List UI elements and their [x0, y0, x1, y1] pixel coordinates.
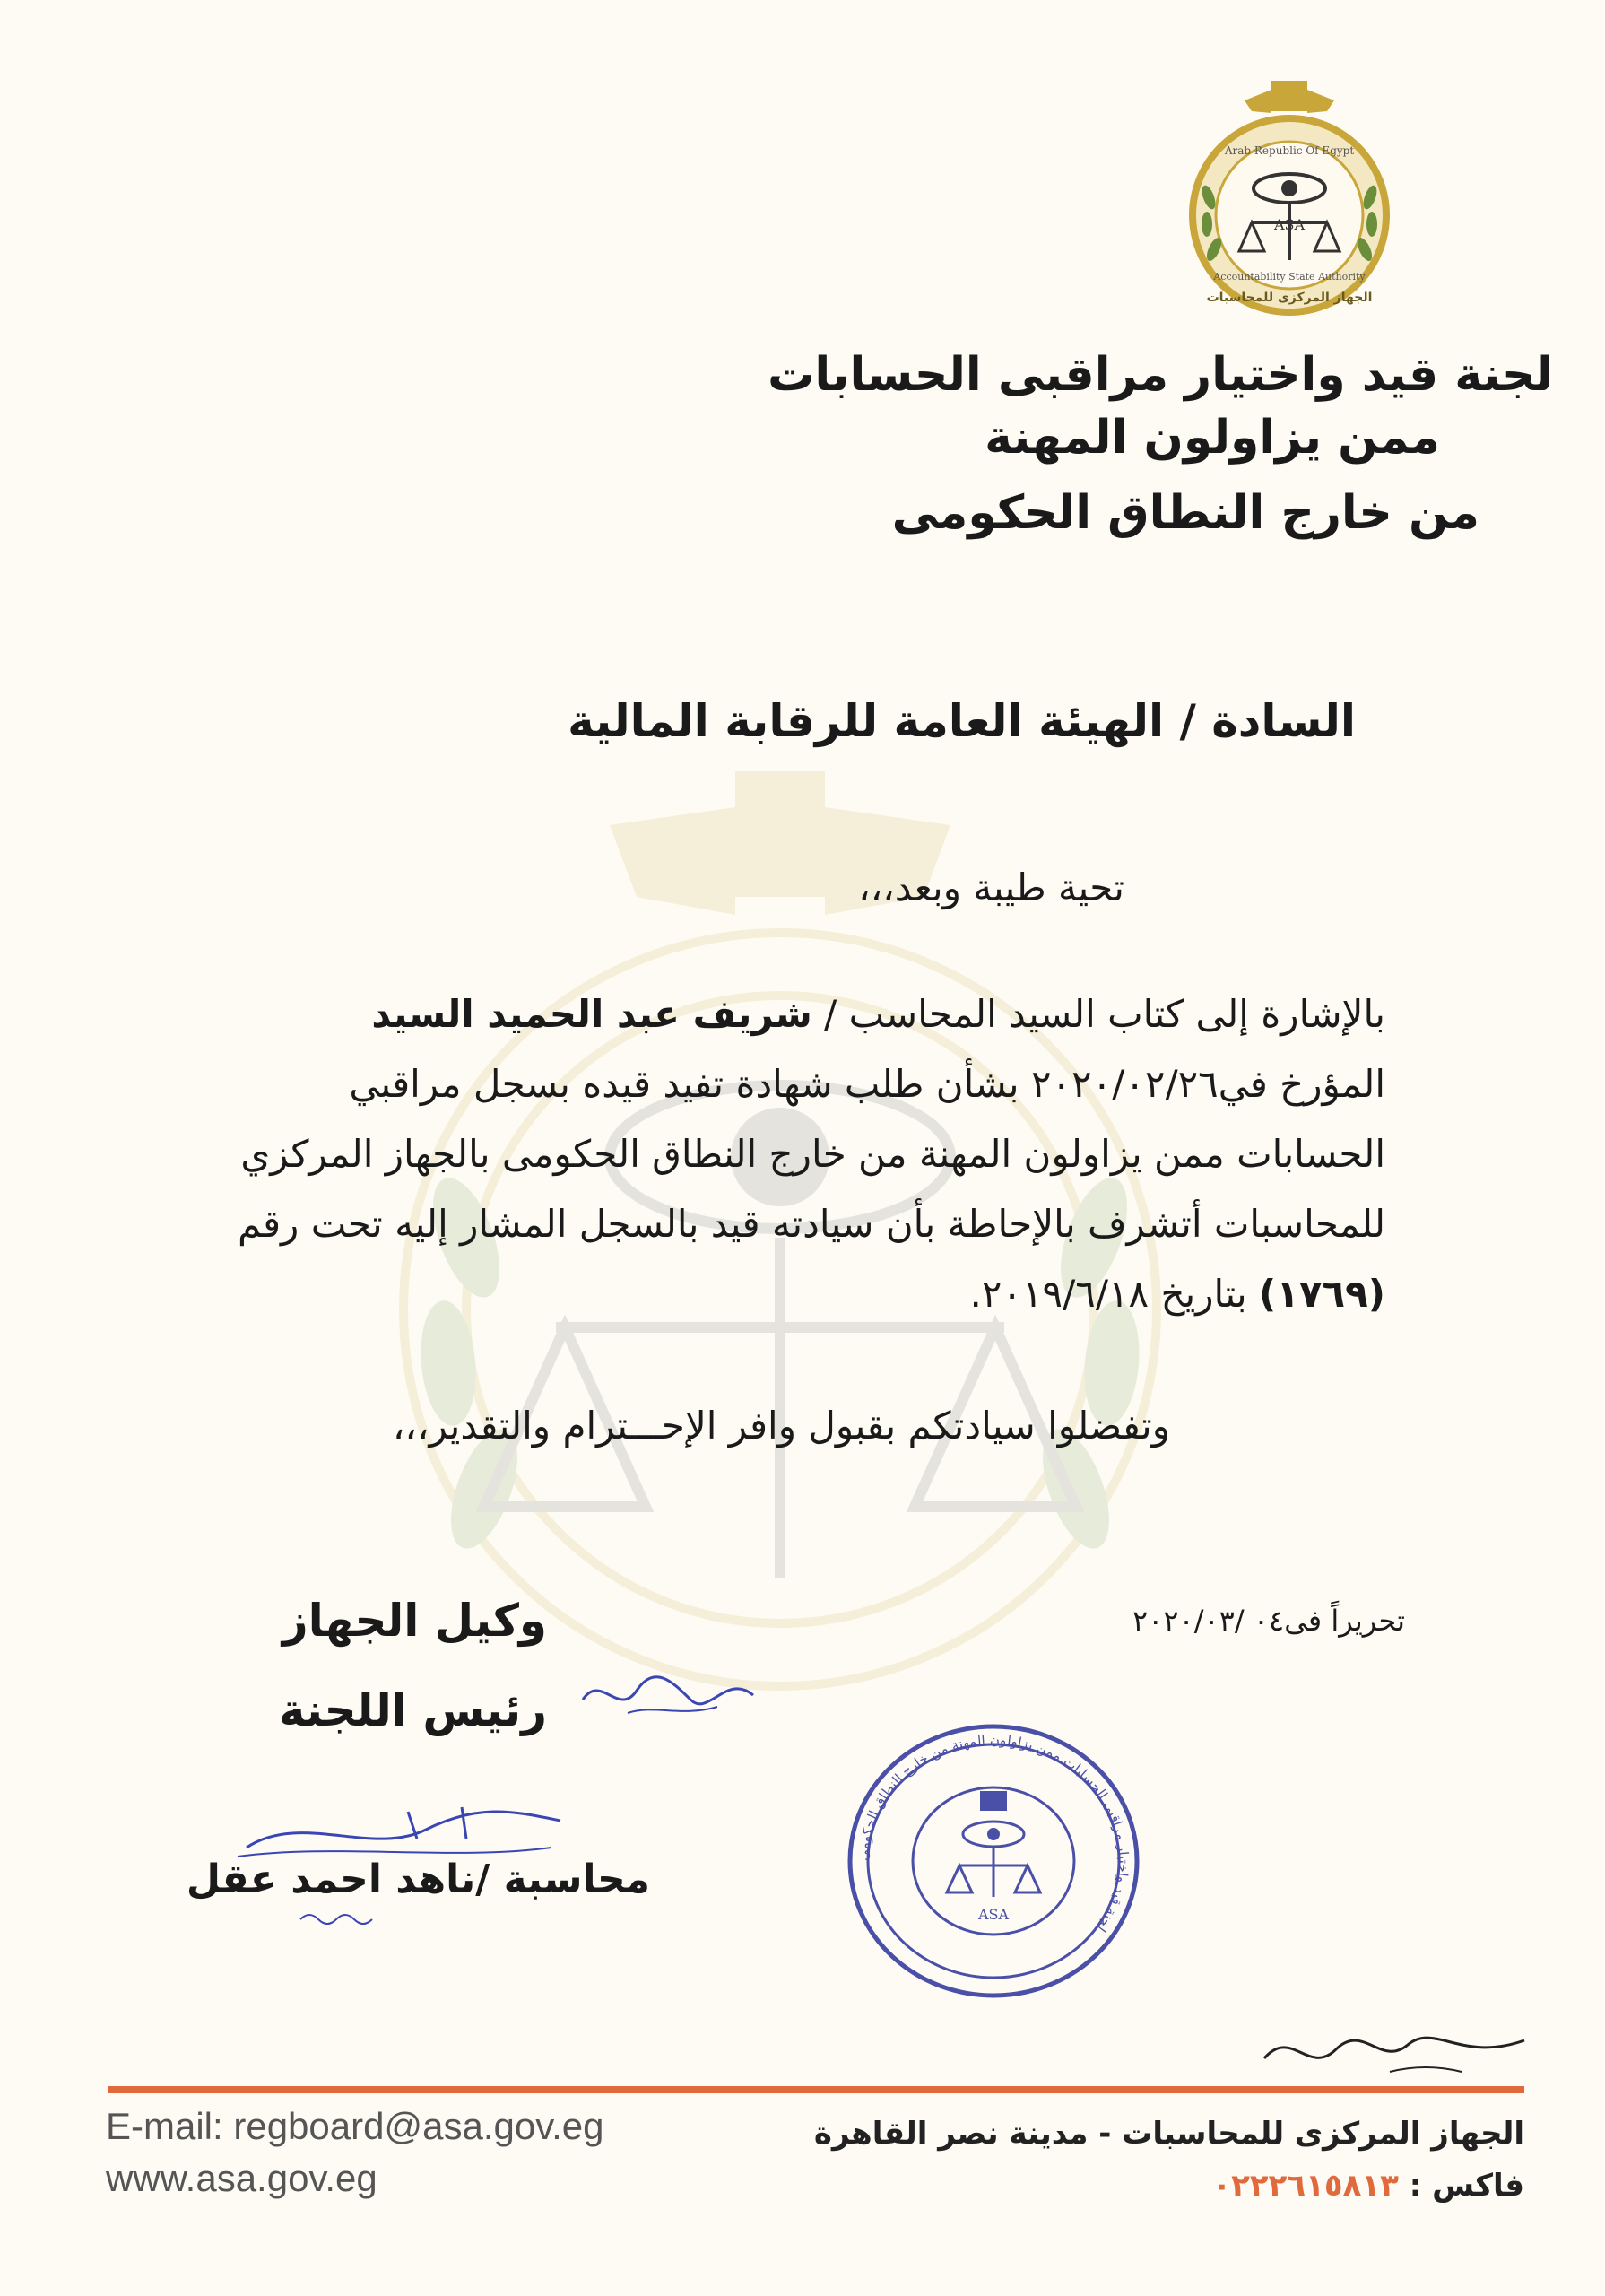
footer-org: الجهاز المركزى للمحاسبات - مدينة نصر القاهرة [813, 2116, 1524, 2152]
letter-body [139, 979, 1385, 1329]
body-line-1 [139, 979, 1385, 1049]
body-line-2: المؤرخ في٢٠٢٠/٠٢/٢٦ بشأن طلب شهادة تفيد قيده بسجل مراقبي [349, 1062, 1385, 1106]
stamp-center-text: ASA [977, 1906, 1010, 1923]
body-line-5 [139, 1259, 1385, 1329]
body-line-1-prefix: بالإشارة إلى كتاب السيد المحاسب / [811, 992, 1385, 1036]
signature-chair [574, 1664, 762, 1726]
committee-title-line3: من خارج النطاق الحكومى [891, 486, 1479, 540]
stamp-ring-text: لجنة قيد واختيار مراقبى الحسابات ممن يزاولون المهنة من خارج النطاق الحكومى [855, 1731, 1132, 1935]
signature-accountant [229, 1794, 578, 1866]
footer-contact [106, 2100, 733, 2205]
footer-fax-number: ٠٢٢٢٦١٥٨١٣ [1212, 2168, 1399, 2204]
committee-title-line2: ممن يزاولون المهنة [985, 411, 1440, 465]
committee-stamp [841, 1718, 1146, 2005]
closing-line: وتفضلوا سيادتكم بقبول وافر الإحـــترام والتقدير،،، [392, 1404, 1170, 1448]
asa-logo [1182, 81, 1397, 323]
body-line-3: الحسابات ممن يزاولون المهنة من خارج النطاق الحكومى بالجهاز المركزي [240, 1132, 1385, 1176]
registration-date: بتاريخ ٢٠١٩/٦/١٨. [969, 1272, 1260, 1316]
signatory-title-chair: رئيس اللجنة [278, 1684, 547, 1736]
logo-bottom-text-en: Accountability State Authority [1213, 271, 1366, 283]
signatory-title-deputy: وكيل الجهاز [282, 1595, 547, 1647]
registration-number: (١٧٦٩) [1259, 1272, 1385, 1316]
footer-fax [807, 2160, 1524, 2212]
signature-annotation [296, 1901, 386, 1928]
signatory-name: محاسبة /ناهد احمد عقل [186, 1857, 650, 1902]
signature-footer [1255, 2022, 1533, 2085]
footer-email: E-mail: regboard@asa.gov.eg [106, 2105, 604, 2147]
accountant-name: شريف عبد الحميد السيد [371, 992, 812, 1036]
logo-center-text: ASA [1273, 216, 1306, 233]
logo-top-text: Arab Republic Of Egypt [1224, 144, 1355, 157]
issue-date: تحريراً فى٠٤ /٢٠٢٠/٠٣ [1132, 1604, 1405, 1638]
footer-divider [108, 2086, 1524, 2093]
logo-bottom-text-ar: الجهاز المركزى للمحاسبات [1206, 291, 1373, 305]
greeting: تحية طيبة وبعد،،، [858, 865, 1124, 909]
footer-website: www.asa.gov.eg [106, 2157, 377, 2199]
addressee: السادة / الهيئة العامة للرقابة المالية [568, 695, 1356, 747]
footer-address [807, 2108, 1524, 2212]
footer-fax-label: فاكس : [1398, 2168, 1524, 2204]
body-line-4: للمحاسبات أتشرف بالإحاطة بأن سيادته قيد بالسجل المشار إليه تحت رقم [238, 1202, 1385, 1246]
committee-title-line1: لجنة قيد واختيار مراقبى الحسابات [768, 348, 1553, 402]
